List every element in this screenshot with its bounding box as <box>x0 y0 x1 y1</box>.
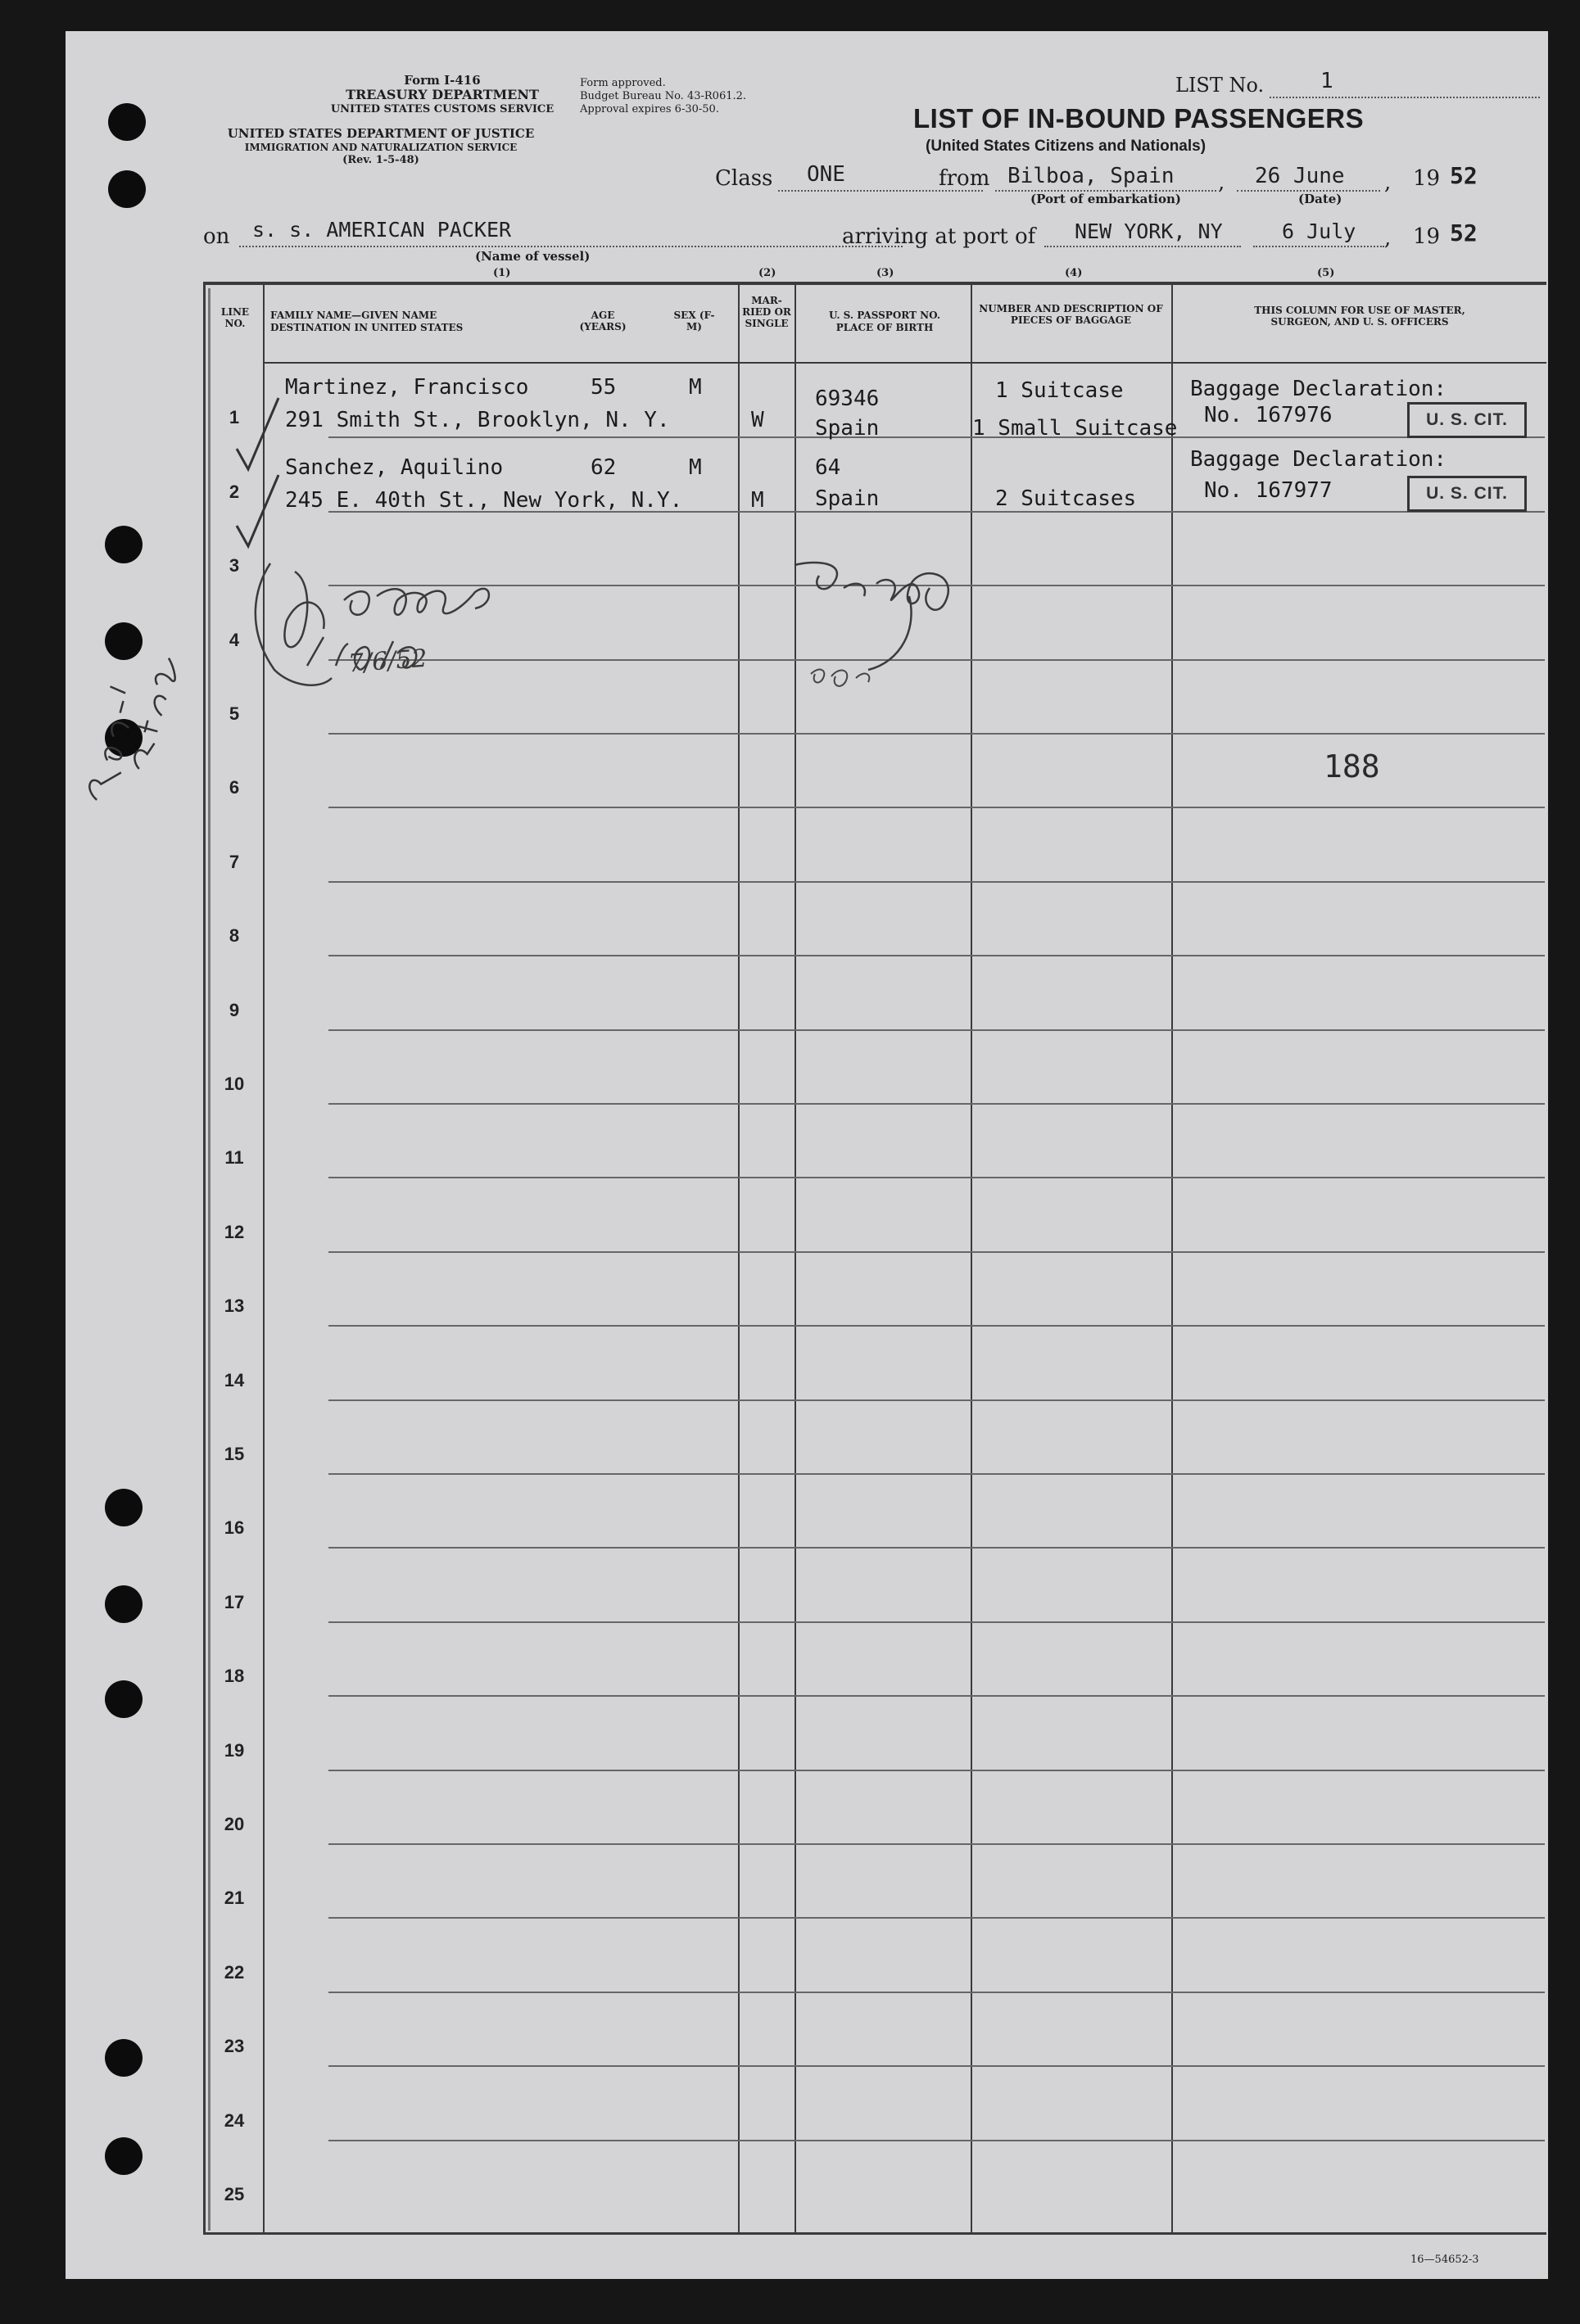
passenger-marital: M <box>751 488 764 513</box>
passenger-name: Martinez, Francisco <box>285 375 529 400</box>
line-number: 17 <box>224 1592 245 1612</box>
line-number: 23 <box>224 2036 245 2056</box>
handwritten-date: 7/6/52 <box>346 644 428 679</box>
document-page: Form I-416 TREASURY DEPARTMENT UNITED STATES CUSTOMS SERVICE UNITED STATES DEPARTMENT OF JUSTICE IMMIGRATION AND NATURALIZATION SERVICE (Rev. 1-5-48) Form approved. Budget Bureau No. 43-R061.2. Approval expires 6-30-50. LIST No. 1 LIST OF IN-BOUND PASSENGERS (United States Citizens and Nationals) Class ONE from Bilboa, Spain (Port of embarkation) , 26 June (Date) , 19 52 on s. s. AMERICAN PACKER (Name of vessel) arriving at port of NEW YORK, NY 6 July , 19 52 (1) (2) (3) (4) (5) LINE NO. FAMILY NAME—GIVEN NAME DESTINATION IN UNITED STATES AGE (YEARS) SEX (F-M) MAR- RIED OR SINGLE U. S. PASSPORT NO. PLACE OF BIRTH NUMBER AND DESCRIPTION OF PIECES OF BAGGAGE THIS COLUMN FOR USE OF MASTER, SURGEON, AND U. S. OFFICERS 1 2 3 4 5 6 7 8 9 10 11 12 13 14 15 16 17 18 19 20 21 22 23 24 25 Martinez, Francisco 55 M 291 Smith St., Brooklyn, N. Y. W 69346 Spain 1 Suitcase 1 Small Suitcase Baggage Declaration: No. 167976 U. S. CIT. Sanchez, Aquilino 62 M 245 E. 40th St., New York, N.Y. M 64 Spain 2 Suitcases Baggage Declaration: No. 167977 U. S. CIT. 7/6/52 188 16—54652-3 <box>66 31 1548 2279</box>
passenger-sex: M <box>689 375 702 400</box>
line-number: 4 <box>229 630 240 650</box>
birthplace: Spain <box>815 416 880 441</box>
passenger-address: 245 E. 40th St., New York, N.Y. <box>285 488 683 513</box>
arrival-date: 6 July <box>1282 219 1356 243</box>
port-embarkation: Bilboa, Spain <box>1007 164 1175 188</box>
col-destination: DESTINATION IN UNITED STATES <box>270 322 464 333</box>
budget-bureau: Budget Bureau No. 43-R061.2. <box>580 90 747 102</box>
passenger-age: 55 <box>591 375 617 400</box>
passenger-name: Sanchez, Aquilino <box>285 455 504 480</box>
table-border-left <box>203 282 206 2235</box>
birthplace: Spain <box>815 486 880 511</box>
table-row-rule <box>328 1770 1545 1771</box>
baggage-item: 1 Small Suitcase <box>972 416 1178 441</box>
on-label: on <box>203 224 230 249</box>
col-baggage: NUMBER AND DESCRIPTION OF PIECES OF BAGGAGE <box>979 303 1163 326</box>
customs-service: UNITED STATES CUSTOMS SERVICE <box>330 103 555 115</box>
table-row-rule <box>328 1695 1545 1697</box>
page-title: LIST OF IN-BOUND PASSENGERS <box>913 103 1365 133</box>
vessel-caption: (Name of vessel) <box>475 249 591 264</box>
class-label: Class <box>715 166 773 191</box>
header-rule <box>263 362 1546 364</box>
col-officers: THIS COLUMN FOR USE OF MASTER, SURGEON, AND U. S. OFFICERS <box>1254 305 1465 328</box>
form-number: Form I-416 <box>404 73 481 88</box>
page-subtitle: (United States Citizens and Nationals) <box>926 138 1207 155</box>
baggage-declaration-number: No. 167976 <box>1204 403 1333 427</box>
line-number: 18 <box>224 1666 245 1686</box>
table-row-rule <box>328 1992 1545 1993</box>
punch-hole <box>105 2137 143 2175</box>
check-mark-icon <box>233 391 283 473</box>
line-number: 22 <box>224 1962 245 1983</box>
table-row-rule <box>328 955 1545 956</box>
line-number: 11 <box>224 1147 244 1168</box>
column-number: (1) <box>493 267 511 279</box>
line-number: 24 <box>224 2110 245 2131</box>
table-row-rule <box>328 1621 1545 1623</box>
line-number: 8 <box>229 925 240 946</box>
form-approved: Form approved. <box>580 77 666 89</box>
table-row-rule <box>328 1103 1545 1105</box>
line-number: 19 <box>224 1740 245 1761</box>
line-number: 25 <box>224 2184 245 2204</box>
passenger-sex: M <box>689 455 702 480</box>
arriving-label: arriving at port of <box>842 224 1036 249</box>
table-row-rule <box>328 1473 1545 1475</box>
page-count: 188 <box>1324 748 1380 784</box>
col-line-no: LINE NO. <box>220 306 250 329</box>
column-number: (5) <box>1317 267 1335 279</box>
approval-expires: Approval expires 6-30-50. <box>580 103 719 115</box>
column-rule <box>738 285 740 2232</box>
column-number: (3) <box>876 267 894 279</box>
date-departure: 26 June <box>1255 164 1345 188</box>
year-prefix-arrive: 19 <box>1413 224 1441 249</box>
passenger-age: 62 <box>591 455 617 480</box>
year-arrive: 52 <box>1450 219 1478 246</box>
punch-hole <box>105 1489 143 1526</box>
port-embarkation-caption: (Port of embarkation) <box>1030 192 1181 206</box>
baggage-declaration-label: Baggage Declaration: <box>1190 377 1447 401</box>
check-mark-icon <box>233 468 283 550</box>
table-border-top <box>203 282 1546 285</box>
passport-number: 64 <box>815 455 841 480</box>
line-number: 14 <box>224 1370 245 1390</box>
line-number: 9 <box>229 1000 240 1020</box>
line-number: 21 <box>224 1888 245 1908</box>
line-number: 2 <box>229 482 240 502</box>
column-number: (4) <box>1065 267 1083 279</box>
punch-hole <box>105 2039 143 2077</box>
table-row-rule <box>328 1029 1545 1031</box>
col-birthplace: PLACE OF BIRTH <box>835 322 934 333</box>
table-border-bottom <box>203 2232 1546 2235</box>
passport-number: 69346 <box>815 387 880 411</box>
class-value: ONE <box>807 162 845 187</box>
print-code: 16—54652-3 <box>1410 2254 1479 2266</box>
table-row-rule <box>328 733 1545 735</box>
col-age: AGE (YEARS) <box>579 310 627 332</box>
line-number: 20 <box>224 1814 245 1834</box>
list-no-value: 1 <box>1320 69 1333 93</box>
table-row-rule <box>328 2065 1545 2067</box>
line-number: 16 <box>224 1517 245 1538</box>
line-number: 10 <box>224 1074 245 1094</box>
baggage-declaration-label: Baggage Declaration: <box>1190 447 1447 472</box>
column-number: (2) <box>758 267 776 279</box>
date-caption: (Date) <box>1298 192 1342 206</box>
table-row-rule <box>328 1399 1545 1401</box>
year-prefix-depart: 19 <box>1413 166 1441 191</box>
table-row-rule <box>328 881 1545 883</box>
punch-hole <box>105 1585 143 1623</box>
dept-treasury: TREASURY DEPARTMENT <box>346 87 539 102</box>
ins: IMMIGRATION AND NATURALIZATION SERVICE <box>244 142 518 153</box>
baggage-item: 2 Suitcases <box>995 486 1137 511</box>
revision: (Rev. 1-5-48) <box>342 154 419 166</box>
line-number: 3 <box>229 555 240 576</box>
table-row-rule <box>328 1177 1545 1178</box>
line-number: 1 <box>229 407 240 427</box>
us-citizen-stamp: U. S. CIT. <box>1407 476 1527 512</box>
punch-hole <box>105 526 143 563</box>
line-number: 6 <box>229 777 240 798</box>
arrival-port: NEW YORK, NY <box>1075 219 1223 243</box>
punch-hole <box>108 103 146 141</box>
officer-initials <box>786 555 975 703</box>
table-row-rule <box>328 2140 1545 2141</box>
baggage-item: 1 Suitcase <box>995 378 1124 403</box>
baggage-declaration-number: No. 167977 <box>1204 478 1333 503</box>
table-row-rule <box>328 1843 1545 1845</box>
inspector-signature <box>229 555 672 711</box>
table-row-rule <box>328 807 1545 808</box>
line-number: 12 <box>224 1222 245 1242</box>
column-rule <box>1171 285 1173 2232</box>
table-row-rule <box>328 1547 1545 1549</box>
col-passport: U. S. PASSPORT NO. <box>828 310 941 321</box>
line-number: 13 <box>224 1295 245 1316</box>
passenger-marital: W <box>751 408 764 432</box>
table-row-rule <box>328 436 1545 438</box>
line-number: 15 <box>224 1444 245 1464</box>
passenger-address: 291 Smith St., Brooklyn, N. Y. <box>285 408 670 432</box>
list-no-label: LIST No. <box>1175 74 1265 97</box>
punch-hole <box>105 1680 143 1718</box>
line-number: 5 <box>229 703 240 724</box>
col-sex: SEX (F-M) <box>673 310 715 332</box>
us-citizen-stamp: U. S. CIT. <box>1407 402 1527 438</box>
col-name: FAMILY NAME—GIVEN NAME <box>270 310 437 321</box>
dept-justice: UNITED STATES DEPARTMENT OF JUSTICE <box>227 126 535 141</box>
table-row-rule <box>328 1251 1545 1253</box>
from-label: from <box>939 166 990 191</box>
table-row-rule <box>328 1325 1545 1327</box>
line-number: 7 <box>229 852 240 872</box>
punch-hole <box>108 170 146 208</box>
vessel-name: s. s. AMERICAN PACKER <box>252 218 512 242</box>
table-row-rule <box>328 1917 1545 1919</box>
year-depart: 52 <box>1450 162 1478 189</box>
col-married: MAR- RIED OR SINGLE <box>742 295 791 329</box>
